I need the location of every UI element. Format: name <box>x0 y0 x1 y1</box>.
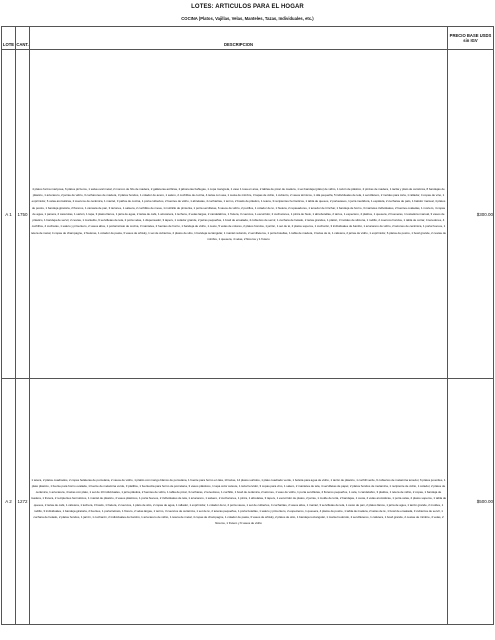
page-title: LOTES: ARTICULOS PARA EL HOGAR <box>191 4 304 10</box>
lote-cell: A 2 <box>2 379 16 625</box>
page-subtitle: COCINA (Platos, Vajillas, Velas, Manteles, Tazas, Individuales, etc.) <box>181 16 314 21</box>
lots-table <box>1 26 494 625</box>
precio-cell: $300.00 <box>448 50 494 379</box>
column-header-precio: PRECIO BASE USDS sin IGV <box>448 27 494 50</box>
descripcion-cell: 1 tetera, 2 platos cuadrados, 2 copas helaleras de porcelana, 2 vasos de vidrio, 1 platito con mango blanco de porcelana, 1 fuente para horno en lata, 10 tazas, 14 platos surtidos, 1 plato cuadrado verde, 1 bolsita para agua de vidrio, 1 tazón de plástico, 1 cuchill verde, 6 cubiertos de melamina tenedor, 6 platos juveniles, 1 plato plástico, 1 fuente para horno ovalada, 1 fuente de melamina verde, 3 platillos, 1 fuentecita para horno de porcelana, 3 vasos plásticos, 1 tapa color celeste, 1 taza hervidor, 3 copas para vino, 1 salero, 2 manteles de tela, 4 servilletas de papel, 2 platos hondos de melamina, 1 recipiente de vidrio, 1 colador, 2 platos de cerámica, 1 azucarera, 4 tazas con plato, 1 set de 10 individuales, 1 jarra plástica, 2 fuentes de vidrio, 1 tabla de picar, 3 cucharas, 2 tenedores, 1 cuchillo, 1 bowl de cerámica, 2 tazones, 1 vaso de vidrio, 1 porta servilletas, 2 floreros pequeños, 1 vela, 1 candelabro, 3 platitos, 1 tetera de vidrio, 2 copas, 1 bandeja de madera, 1 frutera, 2 recipientes herméticos, 1 mantel de plástico, 4 vasos plásticos, 1 porta huevos, 2 individuales de tela, 1 azucarero, 1 salsero, 2 cucharones, 1 pinza, 1 abrelatas, 3 tapers, 1 escurridor de platos, 2 jarras, 1 molde de torta, 2 bandejas, 1 cesta, 4 velas aromáticas, 1 porta velas, 2 platos soperos, 1 tabla de quesos, 2 tazas de café, 1 cafetera, 1 lechera, 3 bowls, 1 hielera, 2 cuencos, 1 plato de sitio, 2 copas de agua, 1 rallador, 1 exprimidor, 1 colador de té, 2 porta vasos, 1 set de cubiertos, 4 cucharitas, 2 vasos altos, 1 mantel, 3 servilletas de tela, 1 cesto de pan, 2 platos llanos, 1 jarra de agua, 1 tazón grande, 2 moldes, 1 rodillo, 3 individuales, 1 bandeja giratoria, 2 fuentes, 1 portarretrato, 1 florero, 2 velas largas, 1 termo, 3 cuencos de cerámica, 1 set de té, 2 teteras pequeñas, 1 porta botellas, 1 salero y pimentero, 2 especieros, 1 quesera, 4 platos de postre, 1 tabla de madera, 2 tazas de té, 1 bowl de ensalada, 3 cubiertos de servir, 1 cuchara de helado, 2 platos hondos, 1 jarrón, 1 cucharón, 2 individuales de bambú, 1 azucarero de vidrio, 1 tetera de metal, 4 copas de champagne, 1 colador de pasta, 3 vasos de whisky, 2 platos de sitio, 1 bandeja rectangular, 1 mantel redondo, 2 servilleteros, 1 cafetera, 1 bowl grande, 2 cestas de mimbre, 4 velas, 2 floreros, 1 frutero y 6 vasos de vidrio <box>30 379 448 625</box>
descripcion-cell: 4 platos forma mariposa, 6 platos pizzeros, 1 salsa oval metal, 2 moroco de hilo de madera, 2 galleteras acrilicas, 2 jaboneras bañugas, 1 copa mangrela, 1 vaso 1 tusa en aras, 2 tablas de picar de madera, 1 set bandeja (plato) de vidrio, 1 tazón de plástico, 2 pinzas de madera, 1 tacita y plato de cerámica, 8 bandejas de plástico, 1 azucarero, 2 jarras de vidrio, 3 cucharones de madera, 3 platos hondos, 1 colador de acero, 1 salero, 2 cuchillos de cocina, 4 tazas con asa, 1 cesta de mimbre, 3 tapas de vidrio, 1 cubierto, 2 vasos térmicos, 1 olla pequeña, 5 individuales de tela, 1 servilletero, 2 moldes para torta, 1 rallador, 4 copas de vino, 1 exprimidor, 6 velas aromáticas, 2 cuencos de cerámica, 1 mantel, 3 paños de cocina, 1 porta cubiertos, 2 fuentes de vidrio, 1 abrelatas, 4 cucharitas, 1 termo, 2 bowls de plástico, 1 tetera, 3 recipientes herméticos, 1 tabla de quesos, 2 portavasos, 1 jarra medidora, 1 espátula, 2 cucharas de palo, 1 batidor manual, 4 platos de postre, 1 bandeja giratoria, 2 floreros, 1 canasta de pan, 3 tazones, 1 salsera, 2 cuchillos de mesa, 1 molinillo de pimienta, 1 porta servilletas, 6 vasos de vidrio, 2 pocillos, 1 colador de té, 1 hielera, 2 repasadores, 1 tenedor de trinchar, 1 bandeja de horno, 3 manteles individuales, 2 fuentes ovaladas, 1 mortero, 4 copas de agua, 1 panera, 2 cacerolas, 1 sartén, 1 tapa, 3 platos llanos, 1 jarra de agua, 2 tazas de café, 1 azucarera, 1 lechera, 4 velas largas, 2 candelabros, 1 frutera, 3 cuencos, 1 escurridor, 2 cucharones, 1 pinza de hielo, 1 abrebotellas, 2 tarros, 1 especiero, 4 platitos, 1 quesera, 2 hueveras, 1 tostadora manual, 3 vasos de plástico, 1 bandeja de servir, 2 cestas, 1 mantelito, 6 servilletas de tela, 2 porta velas, 1 dispensador, 3 tapers, 1 colador grande, 2 jarras pequeñas, 1 bowl de ensalada, 4 cubiertos de servir, 1 cuchara de helado, 2 tazas grandes, 1 platón, 3 moldes de silicona, 1 rodillo, 2 cuencos hondos, 1 tabla de cortar, 4 tenedores, 4 cuchillos, 4 cucharas, 1 salero y pimentero, 2 vasos altos, 1 portarretrato de cocina, 3 manteles, 2 fuentes de horno, 1 bandeja de vidrio, 1 cesto, 5 velas de colores, 2 platos hondos, 1 jarrón, 1 set de té, 2 platos soperos, 1 cucharón, 3 individuales de bambú, 1 azucarero de vidrio, 2 tazones de cerámica, 1 porta huevos, 1 tetera de metal, 4 copas de champagne, 2 hieleras, 1 colador de pasta, 3 vasos de whisky, 1 set de cubiertos, 2 platos de sitio, 1 bandeja rectangular, 1 mantel redondo, 2 servilleteros, 1 porta botellas, 1 tabla de madera, 3 tazas de té, 1 cafetera, 2 jarras de vidrio, 1 exprimidor, 6 platos de postre, 1 bowl grande, 2 cestas de mimbre, 1 quesera, 4 velas, 2 floreros y 1 frutero <box>30 50 448 379</box>
column-header-lote: LOTE <box>2 27 16 50</box>
table-header-row <box>2 27 494 50</box>
table-row <box>2 50 494 379</box>
cant-cell: 1272 <box>16 379 30 625</box>
column-header-cant: CANT. <box>16 27 30 50</box>
precio-cell: $500.00 <box>448 379 494 625</box>
column-header-descripcion: DESCRIPCION <box>30 27 448 50</box>
cant-cell: 1750 <box>16 50 30 379</box>
table-row <box>2 379 494 625</box>
lote-cell: A 1 <box>2 50 16 379</box>
